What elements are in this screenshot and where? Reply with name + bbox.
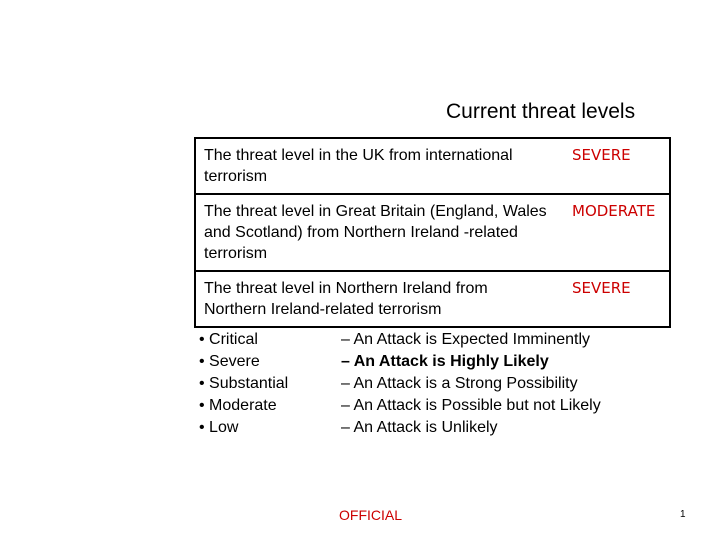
meaning-moderate: – An Attack is Possible but not Likely: [341, 397, 601, 414]
page-number: 1: [680, 509, 686, 520]
threat-level-value: SEVERE: [562, 271, 670, 327]
classification-label: OFFICIAL: [339, 507, 403, 523]
threat-levels-list: [199, 329, 288, 439]
threat-description: The threat level in the UK from international terrorism: [195, 138, 562, 194]
list-item-substantial: • Substantial: [199, 375, 289, 392]
threat-level-value: MODERATE: [562, 194, 670, 271]
meaning-severe: – An Attack is Highly Likely: [341, 353, 549, 370]
table-row: [195, 138, 670, 194]
threat-description: The threat level in Great Britain (England, Wales and Scotland) from Northern Ireland -related terrorism: [195, 194, 562, 271]
list-item-critical: • Critical: [199, 331, 258, 348]
list-item-severe: • Severe: [199, 353, 260, 370]
list-item-low: • Low: [199, 419, 239, 436]
threat-level-value: SEVERE: [562, 138, 670, 194]
threat-meanings-list: [341, 329, 601, 439]
table-row: [195, 194, 670, 271]
meaning-critical: – An Attack is Expected Imminently: [341, 331, 591, 348]
meaning-low: – An Attack is Unlikely: [341, 419, 498, 436]
slide-title: Current threat levels: [446, 100, 636, 123]
list-item-moderate: • Moderate: [199, 397, 277, 414]
meaning-substantial: – An Attack is a Strong Possibility: [341, 375, 578, 392]
threat-level-table: [194, 137, 671, 328]
threat-description: The threat level in Northern Ireland from Northern Ireland-related terrorism: [195, 271, 562, 327]
table-row: [195, 271, 670, 327]
